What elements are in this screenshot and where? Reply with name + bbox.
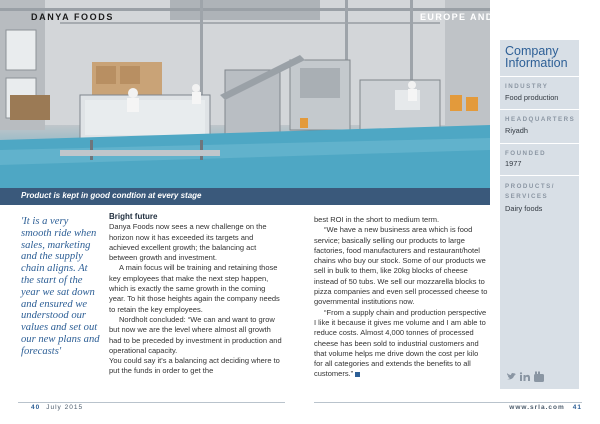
factory-illustration bbox=[0, 0, 490, 205]
youtube-icon[interactable] bbox=[534, 372, 544, 383]
products-services-label: PRODUCTS/ SERVICES bbox=[505, 183, 555, 200]
pull-quote: 'It is a very smooth ride when sales, marketing and the supply chain aligns. At the start of the year we sat down and ensured we understood our values and set out our new plans and forecasts' bbox=[21, 216, 100, 357]
right-page-number: 41 bbox=[572, 404, 582, 411]
twitter-icon[interactable] bbox=[507, 373, 516, 379]
article-subheading: Bright future bbox=[109, 212, 158, 221]
paragraph: A main focus will be training and retaining those key employees that make the next step happen, which is exactly the same growth in the coming year. To hit those heights again the company needs to retain the key employees. bbox=[109, 263, 280, 314]
article-column-2 bbox=[314, 215, 488, 380]
linkedin-icon[interactable] bbox=[520, 372, 530, 381]
footer-rule-right bbox=[314, 402, 582, 403]
footer-rule-left bbox=[18, 402, 285, 403]
divider bbox=[500, 175, 579, 176]
headquarters-label: HEADQUARTERS bbox=[505, 116, 576, 123]
divider bbox=[500, 109, 579, 110]
paragraph: Danya Foods now sees a new challenge on the horizon now it has exceeded its targets and achieved excellent growth; the balancing act between growth and investment. bbox=[109, 222, 267, 263]
paragraph: “We have a new business area which is food service; basically selling our products to large factories, food manufacturers and restaurant/hotel chains who buy our stock. Some of our products we sell in bulk to them, like 20kg blocks of cheese instead of 50 tubs. We sell our mozzarella blocks to pizza companies and even sell processed cheese to governmental institutions now. bbox=[314, 225, 488, 307]
brand-name: DANYA FOODS bbox=[31, 12, 114, 22]
founded-value: 1977 bbox=[505, 159, 522, 168]
issue-date: July 2015 bbox=[46, 404, 84, 411]
social-icons bbox=[506, 371, 546, 383]
footer-right bbox=[509, 404, 582, 411]
paragraph bbox=[314, 308, 488, 380]
region-label: EUROPE AND MIDDLE EAST bbox=[420, 12, 574, 22]
article-column-1 bbox=[109, 212, 283, 377]
footer-left bbox=[31, 404, 83, 411]
paragraph: best ROI in the short to medium term. bbox=[314, 215, 440, 224]
paragraph: You could say it's a balancing act deciding where to put the funds in order to get the bbox=[109, 356, 280, 376]
website-link[interactable]: www.srla.com bbox=[509, 404, 565, 411]
left-page-number: 40 bbox=[31, 404, 41, 411]
industry-label: INDUSTRY bbox=[505, 83, 549, 90]
company-info-title: Company Information bbox=[505, 44, 568, 70]
founded-label: FOUNDED bbox=[505, 150, 547, 157]
divider bbox=[500, 76, 579, 77]
photo-caption: Product is kept in good condtion at every stage bbox=[21, 191, 202, 200]
industry-value: Food production bbox=[505, 93, 559, 102]
paragraph-text: “From a supply chain and production perspective I like it because it gives me volume and I am able to reduce costs. Almost 4,000 tonnes of processed cheese has been sold to industrial customers and that volume helps me drive down the cost per kilo for all categories and extends the benefits to all customers.” bbox=[314, 307, 487, 379]
products-services-value: Dairy foods bbox=[505, 204, 543, 213]
headquarters-value: Riyadh bbox=[505, 126, 529, 135]
divider bbox=[500, 143, 579, 144]
end-of-article-mark bbox=[355, 372, 360, 377]
paragraph: Nordholt concluded: “We can and want to grow but now we are the level where almost all growth had to be preceded by investment in production and operational capacity. bbox=[109, 314, 282, 355]
factory-photo bbox=[0, 0, 490, 205]
